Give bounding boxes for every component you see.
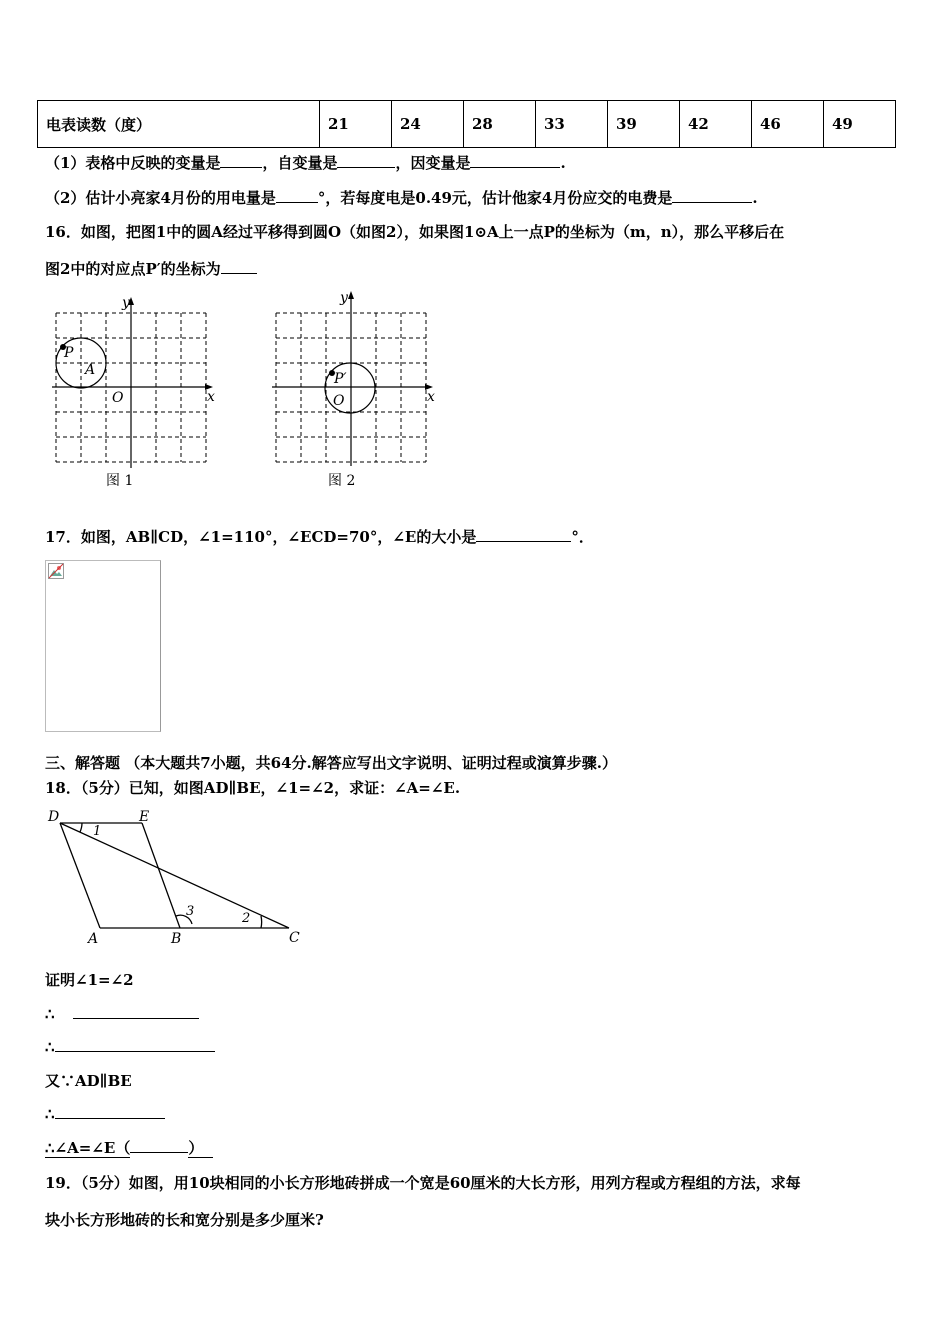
answer-blank[interactable] bbox=[221, 259, 257, 274]
q16-line2-text: 图2中的对应点P′的坐标为 bbox=[45, 260, 221, 278]
q15-sub1-text-c: ，因变量是 bbox=[395, 154, 471, 172]
table-cell: 49 bbox=[824, 101, 896, 148]
fig2-caption: 图 2 bbox=[328, 473, 356, 489]
fig2-x-label: x bbox=[427, 389, 435, 405]
q15-sub1-text-b: ，自变量是 bbox=[262, 154, 338, 172]
answer-blank[interactable] bbox=[55, 1104, 165, 1119]
angle-2-label: 2 bbox=[242, 911, 251, 926]
label-e: E bbox=[139, 809, 150, 825]
meter-reading-table bbox=[37, 100, 896, 148]
fig1-x-label: x bbox=[207, 389, 215, 405]
answer-blank[interactable] bbox=[337, 153, 395, 168]
q19-line2: 块小长方形地砖的长和宽分别是多少厘米? bbox=[45, 1211, 324, 1229]
proof-line-1: 证明∠1=∠2 bbox=[45, 971, 134, 989]
q18-figure bbox=[45, 805, 310, 947]
table-cell: 39 bbox=[608, 101, 680, 148]
table-cell: 42 bbox=[680, 101, 752, 148]
q18-text: 18．（5分）已知，如图AD∥BE，∠1=∠2，求证：∠A=∠E. bbox=[45, 779, 461, 797]
table-row bbox=[38, 101, 896, 148]
therefore-symbol: ∴ bbox=[45, 1105, 55, 1123]
fig1-y-label: y bbox=[122, 295, 130, 311]
answer-blank[interactable] bbox=[470, 153, 560, 168]
fig2-origin-label: O bbox=[333, 393, 345, 409]
fig1-p-label: P bbox=[64, 345, 74, 361]
answer-blank[interactable] bbox=[672, 188, 752, 203]
proof-line-6 bbox=[45, 1137, 213, 1158]
proof-line-5 bbox=[45, 1104, 165, 1123]
figure-2 bbox=[270, 288, 445, 488]
q15-sub1-text-d: . bbox=[560, 154, 566, 172]
q16-line1: 16．如图，把图1中的圆A经过平移得到圆O（如图2），如果图1⊙A上一点P的坐标为（m，n），那么平移后在 bbox=[45, 223, 785, 241]
fig1-caption: 图 1 bbox=[106, 473, 134, 489]
q17-text-a: 17．如图，AB∥CD，∠1=110°，∠ECD=70°，∠E的大小是 bbox=[45, 528, 477, 546]
q15-sub1-text-a: （1）表格中反映的变量是 bbox=[45, 154, 221, 172]
label-a: A bbox=[88, 931, 99, 947]
answer-blank[interactable] bbox=[476, 527, 571, 542]
answer-blank[interactable] bbox=[55, 1037, 215, 1052]
q19-line1: 19．（5分）如图，用10块相同的小长方形地砖拼成一个宽是60厘米的大长方形，用列方程或方程组的方法，求每 bbox=[45, 1174, 801, 1192]
q17-text-b: °． bbox=[571, 528, 594, 546]
proof-line-4: 又∵AD∥BE bbox=[45, 1072, 132, 1090]
label-c: C bbox=[289, 930, 300, 946]
answer-blank[interactable] bbox=[73, 1004, 199, 1019]
q15-sub2-text-b: °，若每度电是0.49元，估计他家4月份应交的电费是 bbox=[317, 189, 673, 207]
angle-3-label: 3 bbox=[186, 904, 195, 919]
proof-line-6-text-b: ） bbox=[188, 1139, 213, 1158]
q15-sub1 bbox=[45, 152, 566, 173]
fig1-origin-label: O bbox=[112, 390, 124, 406]
answer-blank[interactable] bbox=[276, 188, 318, 203]
table-cell: 28 bbox=[464, 101, 536, 148]
table-cell: 46 bbox=[752, 101, 824, 148]
q15-sub2-text-a: （2）估计小亮家4月份的用电量是 bbox=[45, 189, 276, 207]
table-cell: 24 bbox=[392, 101, 464, 148]
label-b: B bbox=[171, 931, 182, 947]
figure-1 bbox=[50, 296, 225, 491]
label-d: D bbox=[48, 809, 60, 825]
table-cell: 21 bbox=[320, 101, 392, 148]
angle-1-label: 1 bbox=[93, 824, 102, 839]
fig2-y-label: y bbox=[340, 290, 348, 306]
therefore-symbol: ∴ bbox=[45, 1038, 55, 1056]
table-cell: 33 bbox=[536, 101, 608, 148]
fig1-a-label: A bbox=[85, 362, 96, 378]
answer-blank[interactable] bbox=[130, 1138, 188, 1153]
fig2-p-label: P′ bbox=[334, 371, 347, 387]
proof-line-6-text-a: ∴∠A=∠E（ bbox=[45, 1139, 131, 1157]
broken-image-icon bbox=[48, 563, 64, 579]
broken-image-placeholder bbox=[45, 560, 161, 732]
table-header-cell: 电表读数（度） bbox=[38, 101, 320, 148]
therefore-symbol: ∴ bbox=[45, 1005, 55, 1023]
answer-blank[interactable] bbox=[220, 153, 262, 168]
q15-sub2-text-c: . bbox=[752, 189, 758, 207]
q16-line2 bbox=[45, 258, 257, 279]
q15-sub2 bbox=[45, 187, 758, 208]
q17 bbox=[45, 526, 594, 547]
proof-line-3 bbox=[45, 1037, 215, 1056]
proof-line-2 bbox=[45, 1004, 199, 1023]
section-3-heading: 三、解答题 （本大题共7小题，共64分.解答应写出文字说明、证明过程或演算步骤.） bbox=[45, 754, 617, 772]
